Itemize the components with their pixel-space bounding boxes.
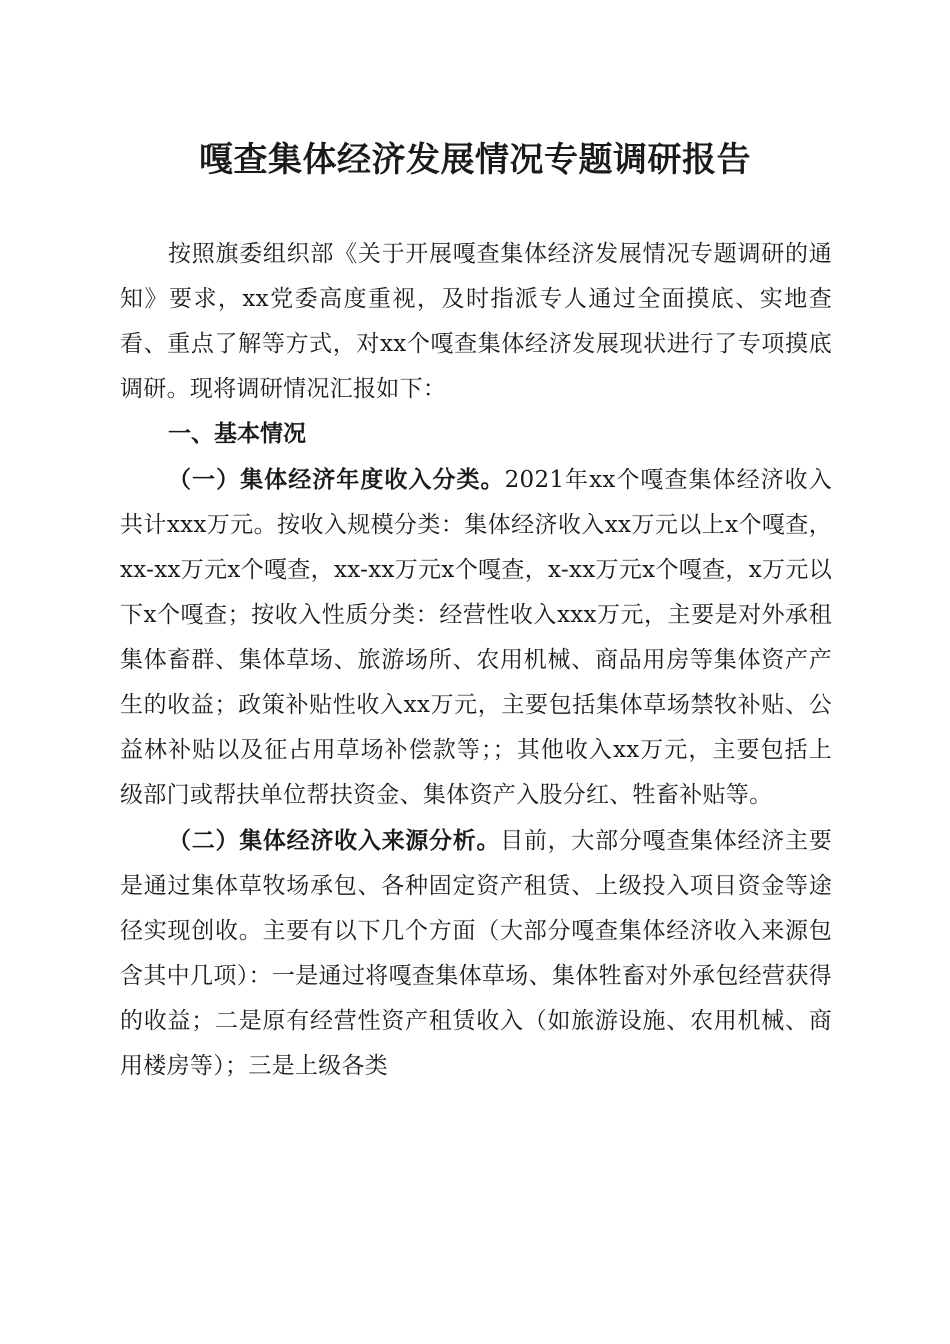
paragraph-lead-income-source-analysis: （二）集体经济收入来源分析。 [168, 827, 501, 854]
paragraph-income-classification [120, 457, 832, 818]
document-body [120, 232, 832, 1089]
paragraph-income-source-analysis [120, 818, 832, 1089]
paragraph-lead-income-classification: （一）集体经济年度收入分类。 [168, 466, 505, 493]
page-title: 嘎查集体经济发展情况专题调研报告 [199, 140, 751, 180]
paragraph-text-income-classification: 2021年xx个嘎查集体经济收入共计xxx万元。按收入规模分类：集体经济收入xx万元以上x个嘎查，xx-xx万元x个嘎查，xx-xx万元x个嘎查，x-xx万元x个嘎查，x万元以下x个嘎查；按收入性质分类：经营性收入xxx万元，主要是对外承租集体畜群、集体草场、旅游场所、农用机械、商品用房等集体资产产生的收益；政策补贴性收入xx万元，主要包括集体草场禁牧补贴、公益林补贴以及征占用草场补偿款等；；其他收入xx万元，主要包括上级部门或帮扶单位帮扶资金、集体资产入股分红、牲畜补贴等。 [120, 467, 833, 808]
paragraph-text-income-source-analysis: 目前，大部分嘎查集体经济主要是通过集体草牧场承包、各种固定资产租赁、上级投入项目资金等途径实现创收。主要有以下几个方面（大部分嘎查集体经济收入来源包含其中几项）：一是通过将嘎查集体草场、集体牲畜对外承包经营获得的收益；二是原有经营性资产租赁收入（如旅游设施、农用机械、商用楼房等）；三是上级各类 [120, 828, 833, 1079]
section-heading-basic-situation: 一、基本情况 [168, 421, 306, 447]
intro-paragraph: 按照旗委组织部《关于开展嘎查集体经济发展情况专题调研的通知》要求，xx党委高度重视，及时指派专人通过全面摸底、实地查看、重点了解等方式，对xx个嘎查集体经济发展现状进行了专项摸底调研。现将调研情况汇报如下： [120, 241, 832, 402]
